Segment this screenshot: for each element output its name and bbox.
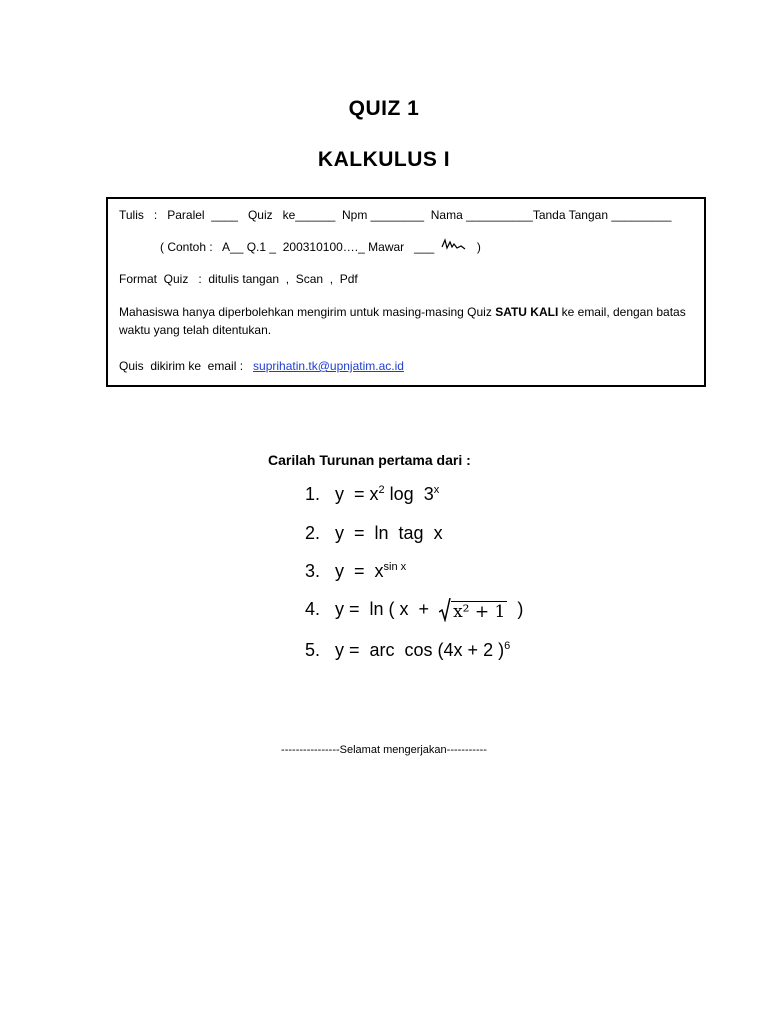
contoh-text: ( Contoh : A__ Q.1 _ 200310100…._ Mawar ___ [160, 240, 435, 254]
closing-message: ----------------Selamat mengerjakan----------- [281, 744, 487, 756]
question-1 [305, 484, 439, 505]
question-number: 3. [305, 561, 321, 581]
signature-scribble-icon [441, 238, 467, 257]
question-instruction: Carilah Turunan pertama dari : [268, 452, 471, 468]
square-root [439, 598, 507, 622]
question-text: y = x [320, 561, 384, 581]
exponent: 6 [504, 640, 511, 652]
question-number: 2. [305, 523, 321, 543]
info-line-mahasiswa [119, 303, 699, 339]
question-5 [305, 640, 510, 661]
course-title: KALKULUS I [317, 148, 451, 171]
info-line-format: Format Quiz : ditulis tangan , Scan , Pdf [119, 272, 358, 286]
info-line-tulis: Tulis : Paralel ____ Quiz ke______ Npm ________ Nama __________Tanda Tangan _________ [119, 208, 672, 222]
exponent: x [433, 484, 440, 496]
contoh-close: ) [476, 240, 481, 254]
email-link[interactable]: suprihatin.tk@upnjatim.ac.id [253, 359, 404, 373]
exponent: sin x [383, 561, 407, 573]
question-number: 4. [305, 598, 321, 619]
exponent: 2 [378, 484, 385, 496]
radicand: x² + 1 [453, 602, 506, 622]
question-number: 5. [305, 640, 321, 660]
question-2 [305, 523, 443, 544]
question-3 [305, 561, 406, 582]
question-text: ) [507, 598, 524, 619]
mahasiswa-text-b: ke email, dengan batas waktu yang telah ditentukan. [119, 305, 686, 337]
instructions-box [106, 197, 706, 387]
info-line-email [119, 357, 404, 375]
question-number: 1. [305, 484, 321, 504]
radical-sign-icon [439, 598, 451, 622]
email-label: Quis dikirim ke email : [119, 359, 254, 373]
mahasiswa-text-a: Mahasiswa hanya diperbolehkan mengirim untuk masing-masing Quiz [119, 305, 496, 319]
question-text: log 3 [384, 484, 434, 504]
question-4 [305, 598, 523, 622]
satu-kali-text: SATU KALI [495, 305, 559, 319]
question-text: y = ln ( x + [320, 598, 440, 619]
info-line-contoh [160, 238, 481, 257]
page-title: QUIZ 1 [348, 97, 420, 120]
question-text: y = x [320, 484, 379, 504]
question-text: y = ln tag x [320, 523, 443, 543]
question-text: y = arc cos (4x + 2 ) [320, 640, 505, 660]
